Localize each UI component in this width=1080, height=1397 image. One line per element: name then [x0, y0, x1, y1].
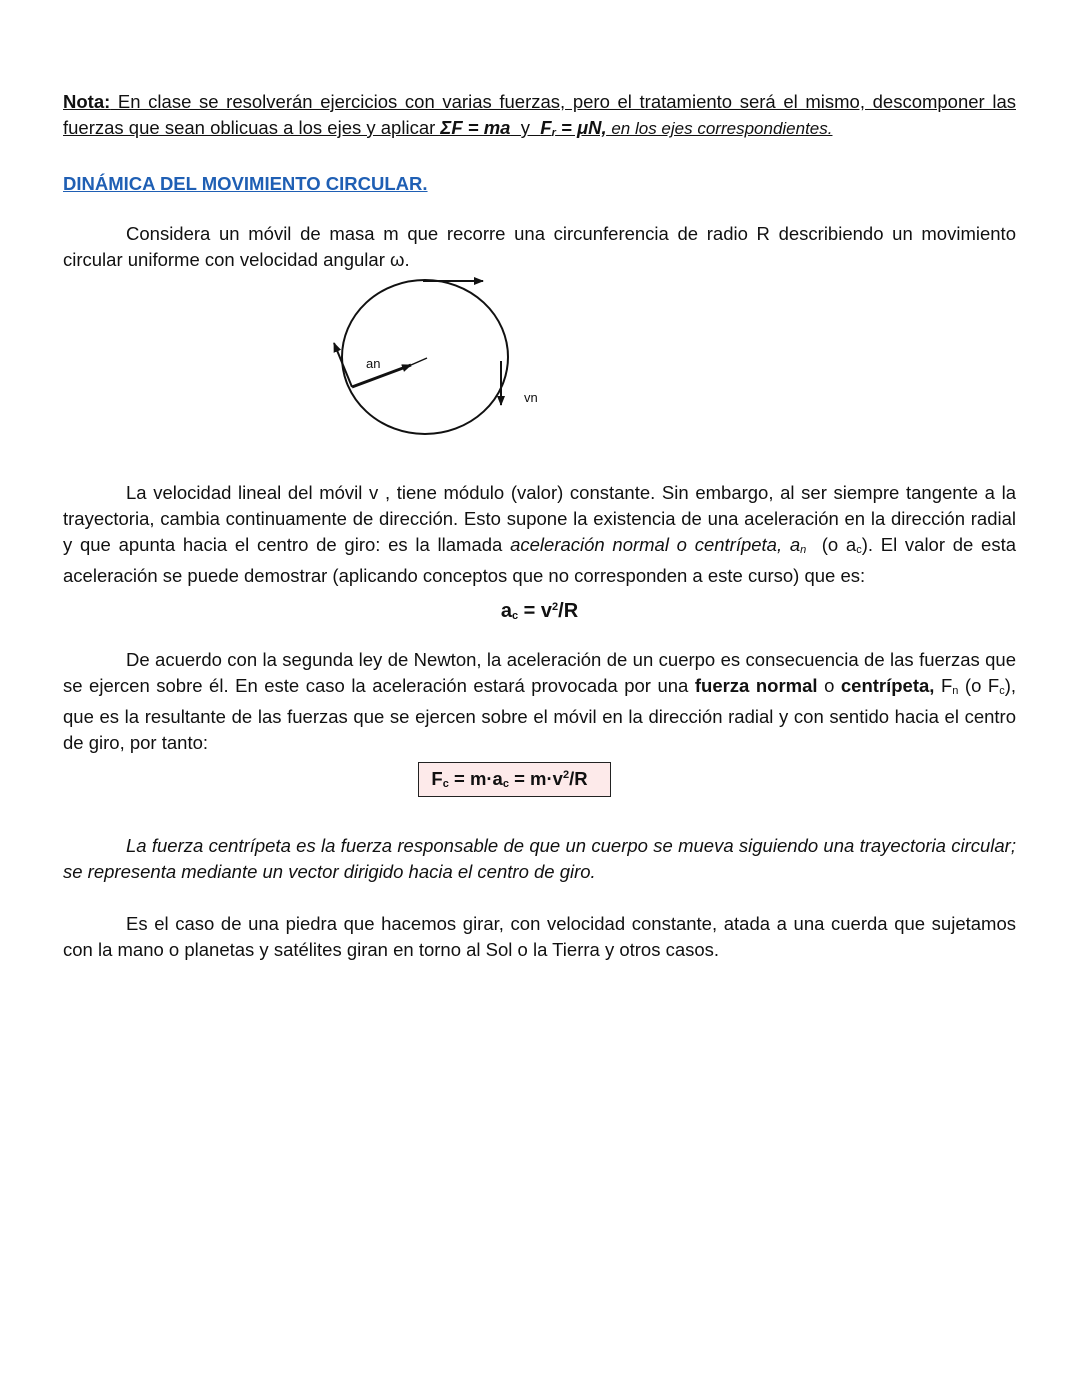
- note-y: y: [510, 117, 541, 138]
- acceleration-arrow: [352, 365, 411, 387]
- formula-fc-wrapper: [63, 762, 1016, 797]
- formula-fc-box: $F_c = m\cdot a_c = m\cdot v^2/R$: [418, 762, 610, 797]
- label-an: an: [366, 356, 381, 371]
- note-formula-friction: $F_r = \mu N$,: [540, 117, 607, 139]
- formula-ac: $a_c = v^2/R$: [500, 600, 579, 622]
- document-page: [63, 86, 1016, 963]
- paragraph-definition: La fuerza centrípeta es la fuerza responsable de que un cuerpo se mueva siguiendo una trayectoria circular; se representa mediante un vector dirigido hacia el centro de giro.: [63, 835, 1016, 882]
- radius-line: [411, 358, 427, 365]
- circular-motion-diagram: [63, 277, 1016, 477]
- note-text-1: En clase se resolverán ejercicios con varias fuerzas, pero el tratamiento será el mismo, descomponer las fuerzas que sean oblicuas a los ejes y aplicar: [63, 91, 1016, 138]
- circle-diagram-svg: [63, 277, 1016, 477]
- paragraph-newton: De acuerdo con la segunda ley de Newton, la aceleración de un cuerpo es consecuencia de las fuerzas que se ejercen sobre él. En este caso la aceleración estará provocada por una fuerza normal o centrípeta, $F_n$ (o $F_c$), que es la resultante de las fuerzas que se ejercen sobre el móvil en la dirección radial y con sentido hacia el centro de giro, por tanto:: [63, 649, 1016, 753]
- note-formula-sum: ΣF = ma: [440, 117, 511, 138]
- note-paragraph: [63, 89, 1016, 146]
- paragraph-examples: Es el caso de una piedra que hacemos girar, con velocidad constante, atada a una cuerda que sujetamos con la mano o planetas y satélites giran en torno al Sol o la Tierra y otros casos.: [63, 913, 1016, 960]
- note-text-2: en los ejes correspondientes.: [606, 119, 833, 138]
- note-label: Nota:: [63, 91, 111, 112]
- paragraph-intro: Considera un móvil de masa m que recorre una circunferencia de radio R describiendo un movimiento circular uniforme con velocidad angular ω.: [63, 223, 1016, 270]
- paragraph-velocity: La velocidad lineal del móvil v , tiene módulo (valor) constante. Sin embargo, al ser siempre tangente a la trayectoria, cambia continuamente de dirección. Esto supone la existencia de una aceleración en la dirección radial y que apunta hacia el centro de giro: es la llamada aceleración normal o centrípeta, $a_n$ (o $a_c$). El valor de esta aceleración se puede demostrar (aplicando conceptos que no corresponden a este curso) que es:: [63, 482, 1017, 586]
- centripetal-acceleration-term: aceleración normal o centrípeta, $a_n$: [510, 534, 807, 556]
- section-heading: DINÁMICA DEL MOVIMIENTO CIRCULAR.: [63, 173, 428, 194]
- label-vn: vn: [524, 390, 538, 405]
